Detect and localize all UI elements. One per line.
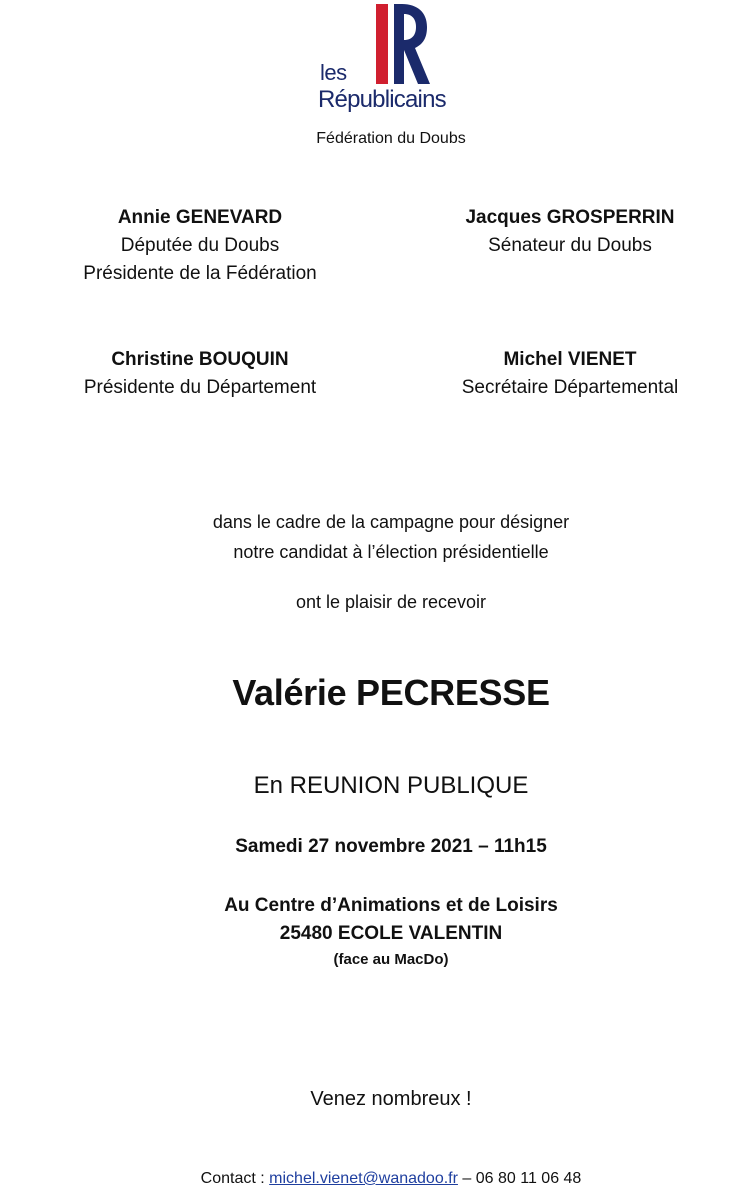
event-type: En REUNION PUBLIQUE — [253, 772, 529, 799]
contact-line — [0, 1170, 736, 1188]
lr-logo-mark-icon — [360, 0, 430, 90]
invitation-plaisir: ont le plaisir de recevoir — [295, 592, 487, 612]
venue-note: (face au MacDo) — [333, 951, 449, 968]
host-name: Michel VIENET — [503, 349, 637, 370]
les-republicains-logo — [318, 0, 468, 125]
host-name: Christine BOUQUIN — [111, 349, 289, 370]
venue-line: Au Centre d’Animations et de Loisirs — [224, 895, 558, 916]
contact-separator: – — [462, 1170, 472, 1187]
invitation-intro — [0, 507, 736, 567]
host-block-bouquin — [40, 346, 360, 402]
host-name: Jacques GROSPERRIN — [465, 207, 675, 228]
event-venue — [0, 892, 736, 972]
federation-label: Fédération du Doubs — [316, 130, 466, 147]
host-block-genevard — [40, 204, 360, 288]
closing-text: Venez nombreux ! — [310, 1088, 472, 1110]
contact-email-link[interactable]: michel.vienet@wanadoo.fr — [269, 1170, 458, 1187]
guest-name: Valérie PECRESSE — [232, 672, 550, 713]
event-datetime: Samedi 27 novembre 2021 – 11h15 — [235, 836, 547, 857]
host-title: Présidente du Département — [83, 377, 317, 398]
venue-line: 25480 ECOLE VALENTIN — [279, 923, 503, 944]
host-block-vienet — [420, 346, 720, 402]
logo-text-republicains: Républicains — [318, 86, 446, 113]
contact-phone: 06 80 11 06 48 — [475, 1170, 582, 1187]
host-title: Présidente de la Fédération — [83, 263, 317, 284]
contact-label: Contact : — [200, 1170, 265, 1187]
host-block-grosperrin — [420, 204, 720, 260]
logo-text-les: les — [320, 60, 347, 85]
host-name: Annie GENEVARD — [117, 207, 283, 228]
host-title: Sénateur du Doubs — [488, 235, 652, 256]
host-title: Secrétaire Départemental — [461, 377, 679, 398]
intro-line: notre candidat à l’élection présidentielle — [233, 542, 549, 562]
intro-line: dans le cadre de la campagne pour désigner — [212, 512, 570, 532]
host-title: Députée du Doubs — [120, 235, 280, 256]
